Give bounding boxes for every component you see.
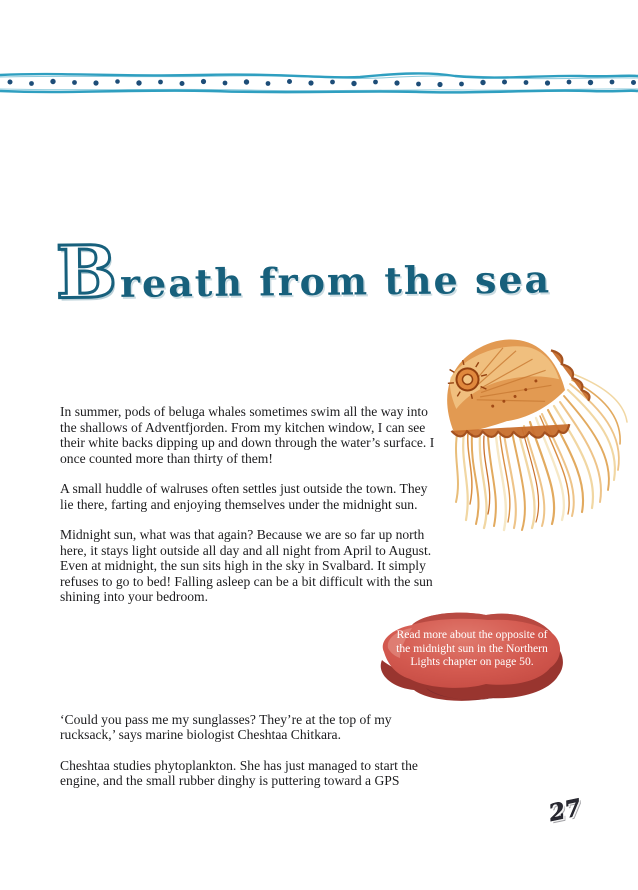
text-line: the shallows of Adventfjorden. From my kitchen window, I can see <box>60 419 426 435</box>
text-line: their white backs dipping up and down through the water’s surface. I <box>60 435 435 450</box>
text-line: In summer, pods of beluga whales sometimes swim all the way into <box>60 404 428 419</box>
paragraph-walruses <box>60 481 440 512</box>
text-line: rucksack,’ says marine biologist Cheshtaa Chitkara. <box>60 727 341 742</box>
title-dropcap: B <box>55 228 118 315</box>
dotted-border-decoration <box>0 68 638 98</box>
paragraph-phytoplankton <box>60 758 440 789</box>
text-line: lie there, farting and enjoying themselves under the midnight sun. <box>60 496 418 512</box>
callout-line: the midnight sun in the Northern <box>396 641 548 655</box>
text-line: Midnight sun, what was that again? Because we are so far up north <box>60 527 425 542</box>
page-number: 27 <box>546 793 584 828</box>
text-line: shining into your bedroom. <box>60 589 209 604</box>
text-line: Even at midnight, the sun sits high in the sky in Svalbard. It simply <box>60 558 426 573</box>
callout-line: Read more about the opposite of <box>396 628 548 641</box>
paragraph-beluga <box>60 404 440 466</box>
paragraph-midnight-sun <box>60 527 440 605</box>
jellyfish-illustration <box>422 324 634 536</box>
text-line: A small huddle of walruses often settles just outside the town. They <box>60 481 428 496</box>
callout-text <box>382 628 562 669</box>
callout-blob <box>366 604 574 708</box>
text-line: here, it stays light outside all day and all night from April to August. <box>60 542 432 558</box>
text-line: once counted more than thirty of them! <box>60 450 273 466</box>
text-line: ‘Could you pass me my sunglasses? They’re at the top of my <box>60 711 392 727</box>
callout-line: Lights chapter on page 50. <box>410 655 534 669</box>
title-text: reath from the sea <box>119 256 552 306</box>
text-line: refuses to go to bed! Falling asleep can be a bit difficult with the sun <box>60 573 433 589</box>
paragraph-sunglasses <box>60 712 440 743</box>
text-line: Cheshtaa studies phytoplankton. She has just managed to start the <box>60 757 418 773</box>
chapter-title <box>55 228 552 315</box>
text-line: engine, and the small rubber dinghy is puttering toward a GPS <box>60 773 400 788</box>
